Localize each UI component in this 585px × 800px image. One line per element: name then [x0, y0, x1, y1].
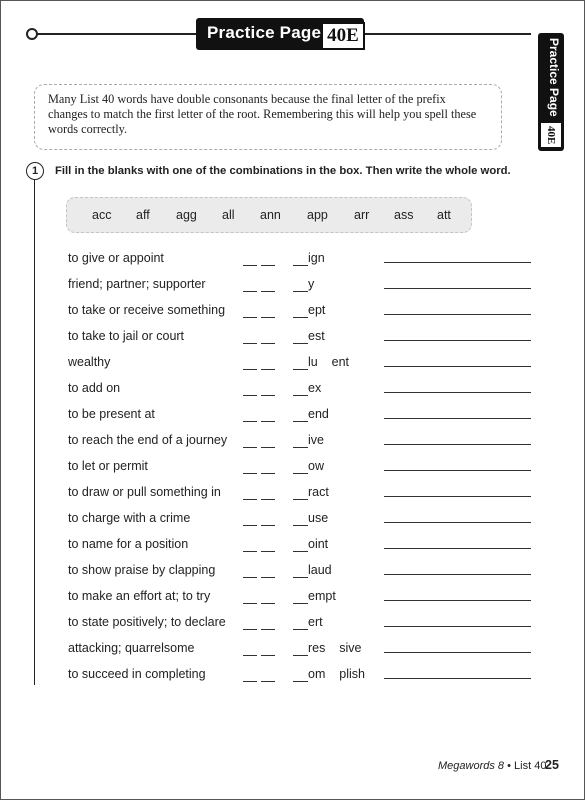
answer-line[interactable] — [384, 626, 531, 627]
prefix-blank[interactable] — [293, 317, 308, 318]
word-root: oint — [308, 537, 329, 551]
word-root: empt — [308, 589, 336, 603]
letter-blank[interactable] — [243, 681, 257, 682]
prefix-blank[interactable] — [293, 473, 308, 474]
letter-blank[interactable] — [261, 395, 275, 396]
combination-option: agg — [176, 208, 197, 222]
answer-line[interactable] — [384, 314, 531, 315]
letter-blank[interactable] — [243, 603, 257, 604]
row-definition: to make an effort at; to try — [68, 589, 211, 603]
answer-line[interactable] — [384, 522, 531, 523]
letter-blank[interactable] — [243, 369, 257, 370]
prefix-blank[interactable] — [293, 629, 308, 630]
row-definition: to name for a position — [68, 537, 189, 551]
letter-blank[interactable] — [243, 265, 257, 266]
combination-option: aff — [136, 208, 150, 222]
answer-line[interactable] — [384, 470, 531, 471]
prefix-blank[interactable] — [293, 291, 308, 292]
answer-line[interactable] — [384, 418, 531, 419]
letter-blank[interactable] — [261, 291, 275, 292]
answer-line[interactable] — [384, 600, 531, 601]
page-number-badge: 40E — [321, 22, 365, 50]
answer-line[interactable] — [384, 340, 531, 341]
prefix-blank[interactable] — [293, 265, 308, 266]
combination-option: app — [307, 208, 328, 222]
footer — [438, 760, 546, 772]
prefix-blank[interactable] — [293, 343, 308, 344]
combination-option: all — [222, 208, 235, 222]
answer-line[interactable] — [384, 652, 531, 653]
row-definition: to take or receive something — [68, 303, 226, 317]
letter-blank[interactable] — [261, 447, 275, 448]
list-name: List 40 — [514, 760, 547, 772]
letter-blank[interactable] — [261, 369, 275, 370]
word-root: ex — [308, 381, 322, 395]
letter-blank[interactable] — [243, 395, 257, 396]
row-definition: to be present at — [68, 407, 155, 421]
answer-line[interactable] — [384, 496, 531, 497]
letter-blank[interactable] — [261, 525, 275, 526]
row-definition: attacking; quarrelsome — [68, 641, 195, 655]
letter-blank[interactable] — [261, 473, 275, 474]
word-root: ract — [308, 485, 329, 499]
row-definition: to add on — [68, 381, 121, 395]
combination-option: ann — [260, 208, 281, 222]
word-root: use — [308, 511, 329, 525]
prefix-blank[interactable] — [293, 655, 308, 656]
row-definition: to show praise by clapping — [68, 563, 216, 577]
row-definition: wealthy — [68, 355, 111, 369]
prefix-blank[interactable] — [293, 499, 308, 500]
prefix-blank[interactable] — [293, 369, 308, 370]
letter-blank[interactable] — [243, 447, 257, 448]
row-definition: to draw or pull something in — [68, 485, 221, 499]
page-number: 25 — [545, 758, 559, 772]
word-root: res sive — [308, 641, 362, 655]
word-root: ign — [308, 251, 325, 265]
side-tab-number: 40E — [540, 122, 562, 148]
word-root: y — [308, 277, 315, 291]
row-definition: to let or permit — [68, 459, 148, 473]
word-root: om plish — [308, 667, 365, 681]
letter-blank[interactable] — [243, 655, 257, 656]
header-rule-dot — [26, 28, 38, 40]
answer-line[interactable] — [384, 366, 531, 367]
row-definition: to give or appoint — [68, 251, 164, 265]
page-title: Practice Page — [207, 23, 322, 42]
letter-blank[interactable] — [243, 577, 257, 578]
prefix-blank[interactable] — [293, 525, 308, 526]
prefix-blank[interactable] — [293, 681, 308, 682]
row-definition: to take to jail or court — [68, 329, 185, 343]
answer-line[interactable] — [384, 444, 531, 445]
row-definition: friend; partner; supporter — [68, 277, 206, 291]
letter-blank[interactable] — [243, 629, 257, 630]
prefix-blank[interactable] — [293, 421, 308, 422]
letter-blank[interactable] — [243, 473, 257, 474]
letter-blank[interactable] — [243, 291, 257, 292]
prefix-blank[interactable] — [293, 551, 308, 552]
answer-line[interactable] — [384, 262, 531, 263]
row-definition: to reach the end of a journey — [68, 433, 228, 447]
letter-blank[interactable] — [243, 317, 257, 318]
row-definition: to state positively; to declare — [68, 615, 226, 629]
word-root: end — [308, 407, 329, 421]
letter-blank[interactable] — [261, 681, 275, 682]
letter-blank[interactable] — [261, 421, 275, 422]
letter-blank[interactable] — [261, 317, 275, 318]
answer-line[interactable] — [384, 574, 531, 575]
side-tab-title: Practice Page — [547, 38, 561, 117]
word-root: ive — [308, 433, 324, 447]
prefix-blank[interactable] — [293, 395, 308, 396]
letter-blank[interactable] — [243, 525, 257, 526]
letter-blank[interactable] — [261, 499, 275, 500]
letter-blank[interactable] — [261, 343, 275, 344]
exercise-rule — [34, 172, 35, 685]
letter-blank[interactable] — [261, 655, 275, 656]
letter-blank[interactable] — [261, 551, 275, 552]
step-number: 1 — [26, 162, 44, 180]
prefix-blank[interactable] — [293, 603, 308, 604]
combination-option: acc — [92, 208, 112, 222]
word-root: est — [308, 329, 325, 343]
answer-line[interactable] — [384, 392, 531, 393]
combination-option: arr — [354, 208, 370, 222]
prefix-blank[interactable] — [293, 577, 308, 578]
letter-blank[interactable] — [261, 265, 275, 266]
word-root: ert — [308, 615, 323, 629]
letter-blank[interactable] — [261, 603, 275, 604]
word-root: laud — [308, 563, 332, 577]
row-definition: to charge with a crime — [68, 511, 191, 525]
letter-blank[interactable] — [243, 343, 257, 344]
letter-blank[interactable] — [261, 577, 275, 578]
word-root: ept — [308, 303, 326, 317]
answer-line[interactable] — [384, 678, 531, 679]
letter-blank[interactable] — [243, 421, 257, 422]
word-root: ow — [308, 459, 324, 473]
book-title: Megawords 8 — [438, 760, 505, 772]
prefix-blank[interactable] — [293, 447, 308, 448]
answer-line[interactable] — [384, 288, 531, 289]
letter-blank[interactable] — [243, 499, 257, 500]
word-root: lu ent — [308, 355, 349, 369]
answer-line[interactable] — [384, 548, 531, 549]
combination-option: att — [437, 208, 451, 222]
row-definition: to succeed in completing — [68, 667, 206, 681]
letter-blank[interactable] — [261, 629, 275, 630]
combination-option: ass — [394, 208, 414, 222]
intro-text: Many List 40 words have double consonants because the final letter of the prefix changes to match the first letter of the root. Remembering this will help you spell these words correctly. — [48, 92, 477, 136]
letter-blank[interactable] — [243, 551, 257, 552]
footer-separator: • — [507, 760, 511, 772]
instructions: Fill in the blanks with one of the combinations in the box. Then write the whole word. — [55, 165, 511, 177]
